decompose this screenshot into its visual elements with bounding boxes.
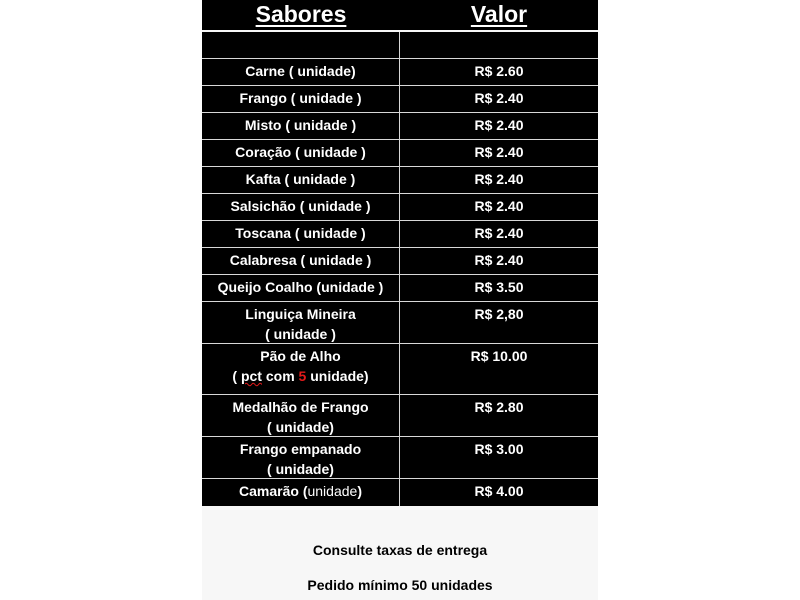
item-price: R$ 2.40: [474, 90, 524, 106]
price-table: [202, 32, 598, 506]
item-name-line1: Frango empanado: [239, 441, 362, 457]
com-text: com: [261, 368, 299, 384]
item-name-line2: ( unidade): [267, 419, 334, 435]
item-name-line2: ( unidade ): [265, 326, 336, 342]
quantity-highlight: 5: [298, 368, 307, 384]
item-name-main: Camarão (: [239, 483, 308, 499]
header-sabores: Sabores: [255, 1, 347, 27]
table-row: [202, 248, 598, 275]
pct-abbrev: pct: [240, 368, 262, 384]
item-price: R$ 2.60: [474, 63, 524, 79]
table-row: [202, 194, 598, 221]
table-row: [202, 395, 598, 437]
table-row: [202, 221, 598, 248]
item-price: R$ 2.40: [474, 252, 524, 268]
table-row: [202, 275, 598, 302]
item-name: Coração ( unidade ): [202, 140, 400, 166]
item-name: Frango ( unidade ): [202, 86, 400, 112]
item-name-line1: Medalhão de Frango: [232, 399, 369, 415]
item-name: Kafta ( unidade ): [202, 167, 400, 193]
table-row: [202, 437, 598, 479]
item-name-close: ): [357, 483, 362, 499]
cell-price: [400, 32, 598, 58]
item-price: R$ 2.40: [474, 225, 524, 241]
item-price: R$ 2.40: [474, 171, 524, 187]
item-price: R$ 10.00: [470, 348, 528, 364]
table-row: [202, 86, 598, 113]
delivery-note: Consulte taxas de entrega: [312, 542, 488, 558]
item-name-line1: Linguiça Mineira: [245, 306, 356, 322]
item-name: Salsichão ( unidade ): [202, 194, 400, 220]
item-price: R$ 2.40: [474, 117, 524, 133]
item-price: R$ 2.40: [474, 198, 524, 214]
table-row-empty: [202, 32, 598, 59]
item-name: Queijo Coalho (unidade ): [202, 275, 400, 301]
paren-open: (: [232, 368, 241, 384]
item-name-line1: Pão de Alho: [260, 348, 341, 364]
table-row: [202, 167, 598, 194]
item-price: R$ 2,80: [474, 306, 524, 322]
item-name: [202, 302, 400, 343]
header-valor: Valor: [470, 1, 528, 27]
item-name: Misto ( unidade ): [202, 113, 400, 139]
menu-sheet: [202, 0, 598, 600]
table-row: [202, 344, 598, 395]
table-row: [202, 302, 598, 344]
item-name-line2: ( unidade): [267, 461, 334, 477]
table-row: [202, 59, 598, 86]
cell-name: [202, 32, 400, 58]
item-price: R$ 2.80: [474, 399, 524, 415]
minimum-order-note: Pedido mínimo 50 unidades: [307, 577, 493, 593]
item-name: Calabresa ( unidade ): [202, 248, 400, 274]
item-name: [202, 437, 400, 478]
item-name: [202, 479, 400, 506]
table-row: [202, 113, 598, 140]
item-price: R$ 3.00: [474, 441, 524, 457]
unit-text: unidade): [306, 368, 369, 384]
item-name: Carne ( unidade): [202, 59, 400, 85]
item-name: [202, 344, 400, 394]
table-row: [202, 140, 598, 167]
item-price: R$ 3.50: [474, 279, 524, 295]
item-name-unit: unidade: [307, 483, 358, 499]
item-name: Toscana ( unidade ): [202, 221, 400, 247]
item-name-line2: [202, 366, 399, 386]
table-row: [202, 479, 598, 506]
table-header: [202, 0, 598, 30]
item-name: [202, 395, 400, 436]
item-price: R$ 4.00: [474, 483, 524, 499]
item-price: R$ 2.40: [474, 144, 524, 160]
